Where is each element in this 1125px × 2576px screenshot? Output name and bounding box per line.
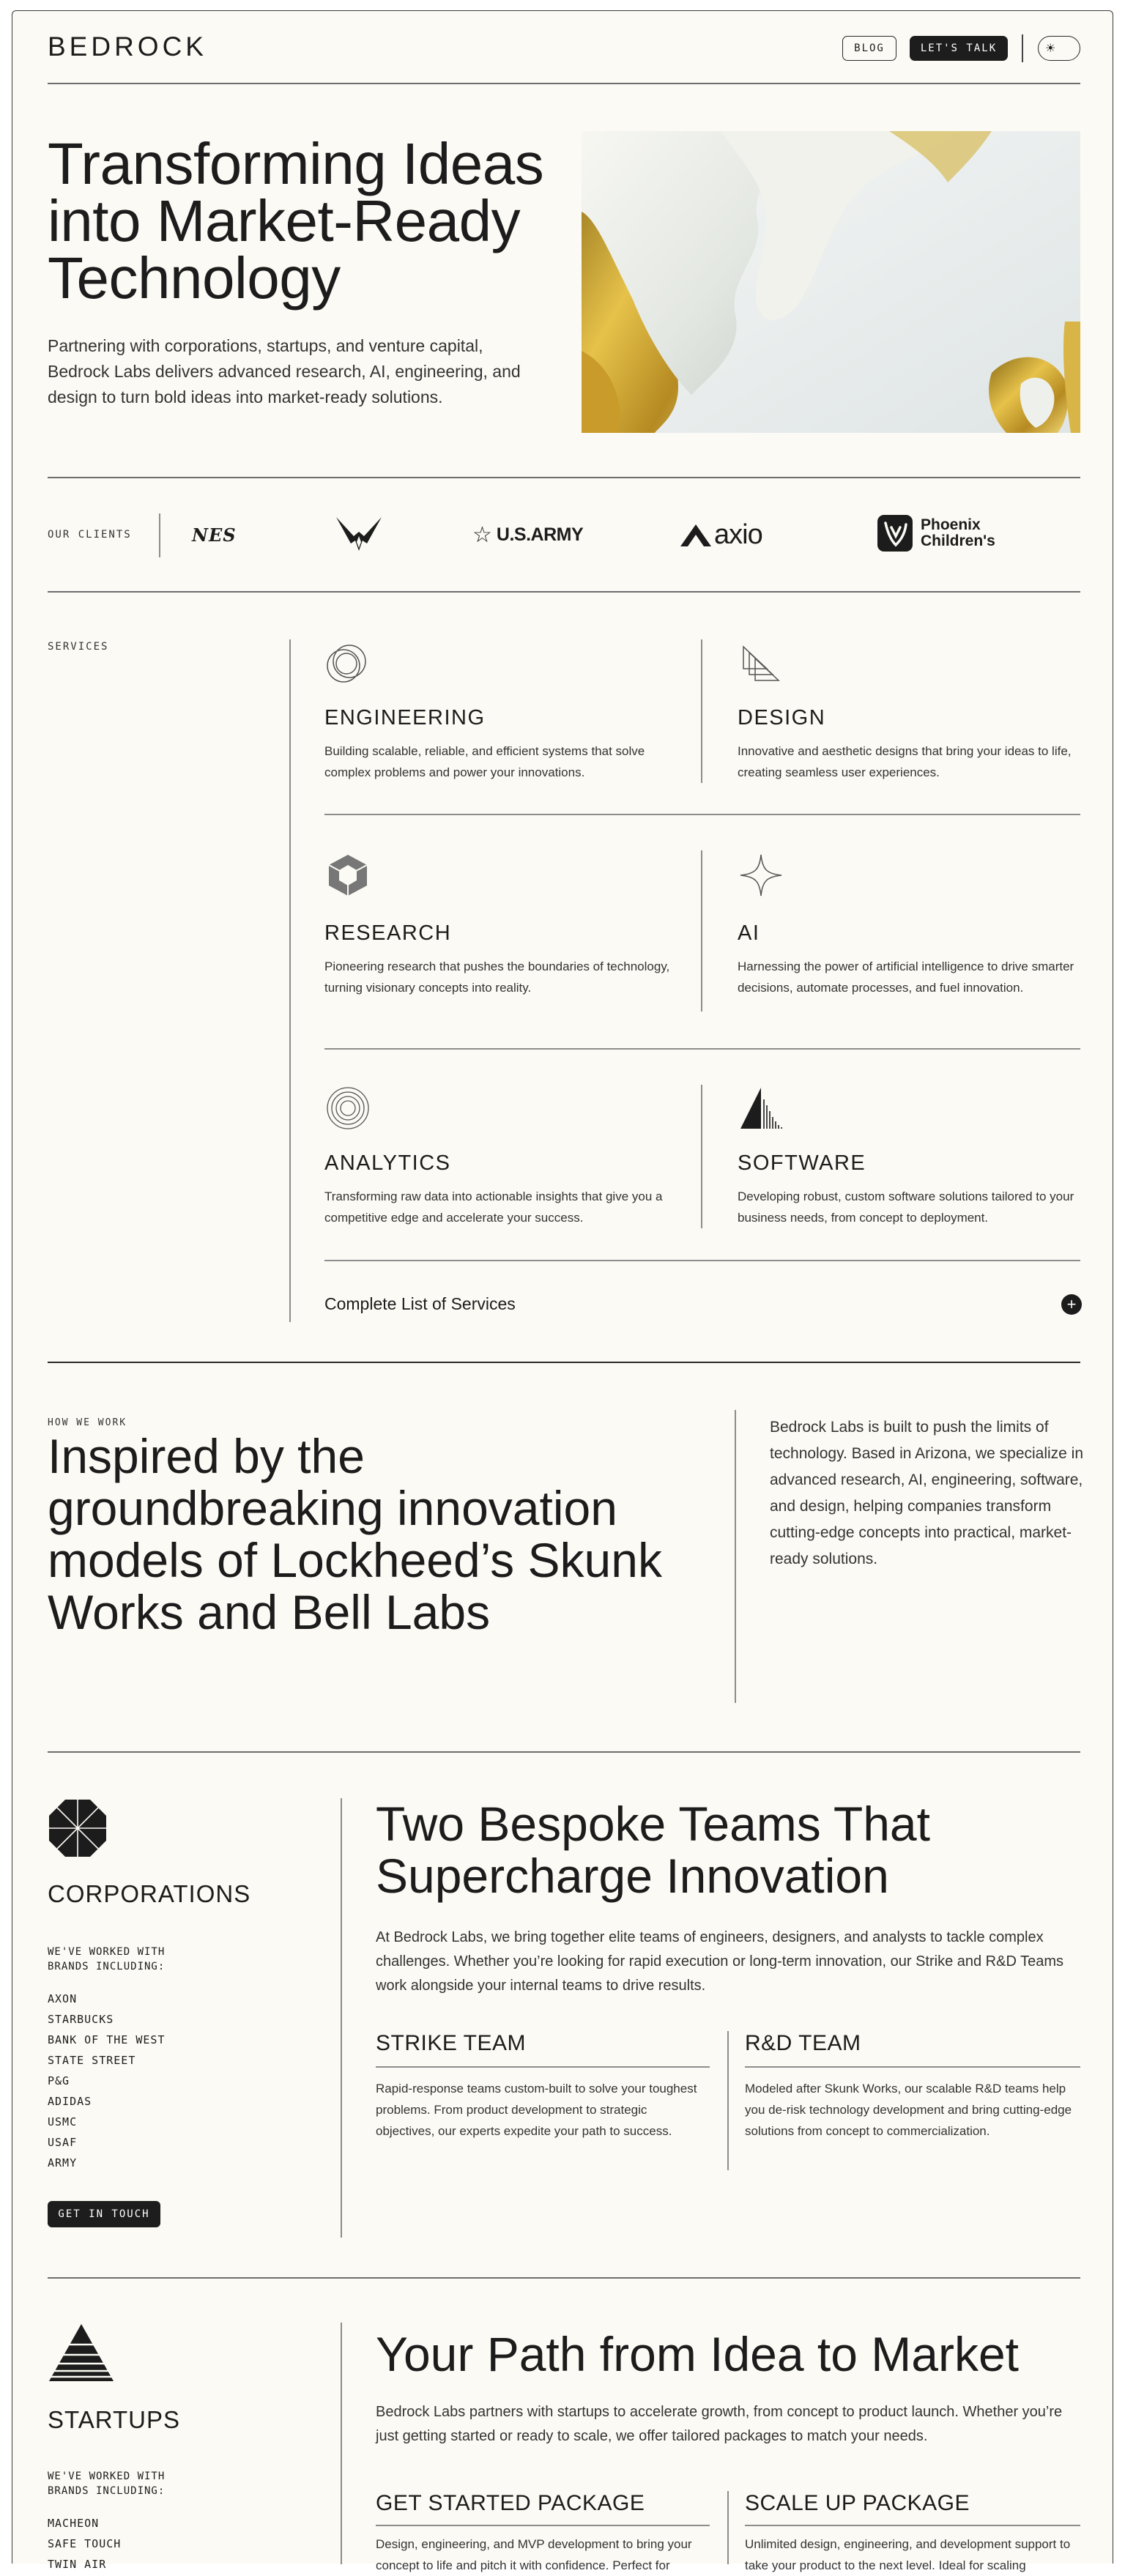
rd-team-rule [745, 2066, 1080, 2068]
startups-intro: Bedrock Labs partners with startups to accelerate growth, from concept to product launch. Whether you’re just getting started or ready to scale, we offer tailored packages to match your needs. [376, 2404, 1063, 2444]
corporations-bottom-rule [48, 2277, 1080, 2279]
striped-pyramid-icon [48, 2323, 115, 2383]
services-col-divider [701, 1085, 702, 1228]
site-logo[interactable]: BEDROCK [48, 31, 207, 62]
services-divider [289, 639, 291, 1322]
brand-item: MACHEON [48, 2517, 100, 2530]
strike-team-title: STRIKE TEAM [376, 2031, 526, 2055]
corporations-heading: Two Bespoke Teams That Supercharge Innovation [376, 1797, 930, 1903]
octagon-icon [48, 1798, 108, 1858]
air-force-wings-logo [335, 516, 383, 553]
brand-item: USAF [48, 2136, 78, 2149]
service-title: RESEARCH [324, 921, 452, 945]
startups-worked-label: WE'VE WORKED WITH BRANDS INCLUDING: [48, 2471, 166, 2497]
scale-up-package-desc: Unlimited design, engineering, and development support to take your product to the next level. Ideal for scaling [745, 2537, 1071, 2572]
blog-button[interactable]: BLOG [842, 36, 896, 61]
corporations-worked-label: WE'VE WORKED WITH BRANDS INCLUDING: [48, 1946, 166, 1972]
teams-divider [727, 2031, 729, 2170]
brand-item: USMC [48, 2115, 78, 2128]
get-started-package-desc: Design, engineering, and MVP development to bring your concept to life and pitch it with confidence. Perfect for [376, 2537, 692, 2572]
clients-top-rule [48, 477, 1080, 478]
brand-item: BANK OF THE WEST [48, 2033, 166, 2046]
sun-icon: ☀ [1045, 42, 1056, 55]
how-label: HOW WE WORK [48, 1417, 127, 1428]
rd-team-title: R&D TEAM [745, 2031, 861, 2055]
services-col-divider [701, 639, 702, 783]
page-frame [12, 10, 1113, 2572]
brand-item: ARMY [48, 2156, 78, 2169]
service-desc: Pioneering research that pushes the boundaries of technology, turning visionary concepts into reality. [324, 959, 670, 995]
clients-label: OUR CLIENTS [48, 529, 132, 541]
theme-toggle[interactable] [1038, 36, 1080, 61]
service-title: SOFTWARE [738, 1151, 866, 1175]
startups-brand-list [48, 2513, 121, 2575]
brand-item: P&G [48, 2074, 70, 2087]
hero-subtitle: Partnering with corporations, startups, and venture capital, Bedrock Labs delivers advanced research, AI, engineering, and design to turn bold ideas into market-ready solutions. [48, 336, 521, 407]
corporations-title: CORPORATIONS [48, 1880, 251, 1907]
clients-bottom-rule [48, 591, 1080, 593]
startups-divider [341, 2323, 342, 2564]
how-divider [735, 1410, 736, 1703]
get-in-touch-button[interactable]: GET IN TOUCH [48, 2201, 160, 2227]
brand-item: AXON [48, 1992, 78, 2005]
services-row-rule [324, 1260, 1080, 1261]
header-divider [1022, 34, 1023, 62]
scale-up-package-title: SCALE UP PACKAGE [745, 2491, 970, 2515]
cube-icon [324, 852, 371, 899]
service-engineering[interactable] [324, 639, 691, 783]
services-row-rule [324, 814, 1080, 815]
clients-divider [159, 513, 160, 557]
service-research[interactable] [324, 852, 691, 998]
complete-services-link[interactable]: Complete List of Services [324, 1294, 516, 1313]
sparkle-icon [738, 852, 784, 899]
services-col-divider [701, 850, 702, 1012]
lets-talk-button[interactable]: LET'S TALK [910, 36, 1008, 61]
client-logo-axio: axio [679, 516, 762, 553]
startups-title: STARTUPS [48, 2406, 180, 2433]
hero-title: Transforming Ideas into Market-Ready Technology [48, 131, 544, 311]
brand-item: STARBUCKS [48, 2013, 114, 2026]
gold-liquid-abstract-image [582, 131, 1080, 433]
how-title: Inspired by the groundbreaking innovation models of Lockheed’s Skunk Works and Bell Labs [48, 1429, 662, 1639]
client-logo-phoenix: Phoenix Children's [877, 515, 995, 552]
strike-team-rule [376, 2066, 710, 2068]
circles-icon [324, 639, 371, 686]
packages-divider [727, 2491, 729, 2564]
service-desc: Building scalable, reliable, and efficient systems that solve complex problems and power your innovations. [324, 744, 645, 779]
corporations-intro: At Bedrock Labs, we bring together elite teams of engineers, designers, and analysts to tackle complex challenges. Whether you’re looking for rapid execution or long-term innovation, our Strike and R&D Teams work alongside your internal teams to drive results. [376, 1929, 1064, 1994]
how-text: Bedrock Labs is built to push the limits of technology. Based in Arizona, we specialize in advanced research, AI, engineering, software, and design, helping companies transform cutting-edge concepts into practical, market-ready solutions. [770, 1419, 1084, 1567]
service-desc: Transforming raw data into actionable insights that give you a competitive edge and accelerate your success. [324, 1189, 663, 1225]
star-icon: ☆ [472, 522, 492, 547]
rd-team-desc: Modeled after Skunk Works, our scalable R&D teams help you de-risk technology development and bring cutting-edge solutions from concept to commercialization. [745, 2082, 1072, 2138]
service-title: ENGINEERING [324, 706, 486, 730]
corporations-divider [341, 1798, 342, 2238]
client-logo-nes: NES [192, 524, 237, 546]
brand-item: SAFE TOUCH [48, 2537, 122, 2550]
package-rule [745, 2525, 1080, 2526]
corporations-brand-list [48, 1989, 166, 2173]
service-analytics[interactable] [324, 1085, 691, 1228]
package-rule [376, 2525, 710, 2526]
strike-team-desc: Rapid-response teams custom-built to solve your toughest problems. From product development to strategic objectives, our experts expedite your path to success. [376, 2082, 697, 2138]
get-started-package-title: GET STARTED PACKAGE [376, 2491, 645, 2515]
brand-item: TWIN AIR [48, 2558, 107, 2571]
service-title: DESIGN [738, 706, 826, 730]
startups-heading: Your Path from Idea to Market [376, 2327, 1020, 2381]
service-title: ANALYTICS [324, 1151, 451, 1175]
plus-circle-icon[interactable]: + [1061, 1294, 1082, 1315]
brand-item: ADIDAS [48, 2095, 92, 2108]
header-rule [48, 83, 1080, 84]
service-desc: Innovative and aesthetic designs that bring your ideas to life, creating seamless user experiences. [738, 744, 1072, 779]
service-desc: Developing robust, custom software solutions tailored to your business needs, from concept to deployment. [738, 1189, 1074, 1225]
brand-item: STATE STREET [48, 2054, 136, 2067]
client-logo-army: ☆ U.S.ARMY [472, 522, 584, 547]
service-ai[interactable] [738, 852, 1104, 998]
service-desc: Harnessing the power of artificial intelligence to drive smarter decisions, automate processes, and fuel innovation. [738, 959, 1074, 995]
service-title: AI [738, 921, 760, 945]
service-software[interactable] [738, 1085, 1104, 1228]
services-label: SERVICES [48, 641, 109, 653]
services-bottom-rule [48, 1362, 1080, 1363]
concentric-circles-icon [324, 1085, 371, 1132]
services-row-rule [324, 1048, 1080, 1050]
stacked-triangles-icon [738, 639, 784, 686]
how-bottom-rule [48, 1751, 1080, 1753]
striped-triangle-icon [738, 1085, 784, 1132]
service-design[interactable] [738, 639, 1104, 783]
